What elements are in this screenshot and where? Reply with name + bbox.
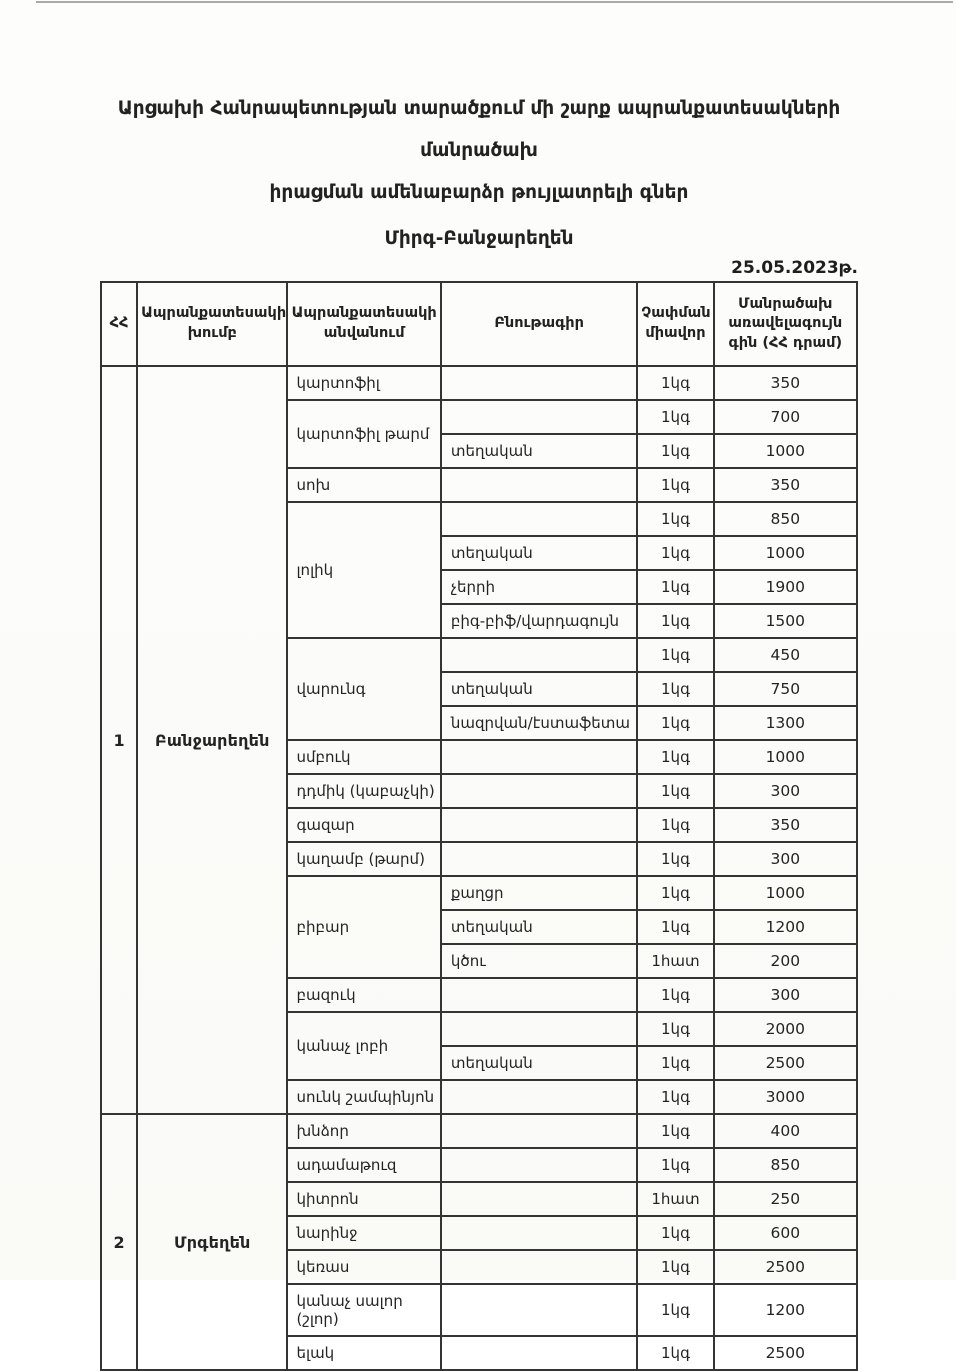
unit-cell: 1կգ (637, 366, 713, 400)
unit-cell: 1կգ (637, 1336, 713, 1370)
product-name-cell: կարտոֆիլ (287, 366, 440, 400)
group-name-cell: Մրգեղեն (137, 1114, 287, 1370)
title-line-1: Արցախի Հանրապետության տարածքում մի շարք ապրանքատեսակների մանրածախ (117, 98, 841, 161)
header-row (101, 282, 857, 366)
unit-cell: 1կգ (637, 1046, 713, 1080)
unit-cell: 1հատ (637, 944, 713, 978)
product-name-cell: սունկ շամպինյոն (287, 1080, 440, 1114)
variant-desc-cell (441, 638, 638, 672)
product-name-cell: ադամաթուզ (287, 1148, 440, 1182)
price-cell: 1000 (714, 434, 857, 468)
unit-cell: 1կգ (637, 706, 713, 740)
variant-desc-cell (441, 842, 638, 876)
header-cell-unit: Չափման միավոր (637, 282, 713, 366)
product-name-cell: վարունգ (287, 638, 440, 740)
unit-cell: 1կգ (637, 808, 713, 842)
table-row (101, 366, 857, 400)
product-name-cell: բիբար (287, 876, 440, 978)
price-cell: 2500 (714, 1046, 857, 1080)
unit-cell: 1կգ (637, 604, 713, 638)
variant-desc-cell: տեղական (441, 910, 638, 944)
variant-desc-cell (441, 400, 638, 434)
price-cell: 1900 (714, 570, 857, 604)
header-cell-description: Բնութագիր (441, 282, 638, 366)
unit-cell: 1հատ (637, 1182, 713, 1216)
variant-desc-cell (441, 1284, 638, 1336)
unit-cell: 1կգ (637, 1216, 713, 1250)
price-cell: 350 (714, 808, 857, 842)
variant-desc-cell (441, 978, 638, 1012)
document-subtitle: Միրգ-Բանջարեղեն (384, 228, 574, 249)
variant-desc-cell (441, 1114, 638, 1148)
group-number-cell: 1 (101, 366, 137, 1114)
price-cell: 1200 (714, 910, 857, 944)
product-name-cell: ելակ (287, 1336, 440, 1370)
price-cell: 350 (714, 366, 857, 400)
unit-cell: 1կգ (637, 774, 713, 808)
price-cell: 1200 (714, 1284, 857, 1336)
unit-cell: 1կգ (637, 468, 713, 502)
price-cell: 700 (714, 400, 857, 434)
variant-desc-cell: տեղական (441, 434, 638, 468)
unit-cell: 1կգ (637, 536, 713, 570)
unit-cell: 1կգ (637, 1114, 713, 1148)
price-table (100, 281, 858, 1371)
variant-desc-cell (441, 1182, 638, 1216)
price-cell: 450 (714, 638, 857, 672)
unit-cell: 1կգ (637, 842, 713, 876)
variant-desc-cell (441, 468, 638, 502)
product-name-cell: նարինջ (287, 1216, 440, 1250)
product-name-cell: կաղամբ (թարմ) (287, 842, 440, 876)
unit-cell: 1կգ (637, 740, 713, 774)
scan-artifact-line (36, 1, 953, 3)
variant-desc-cell: տեղական (441, 536, 638, 570)
variant-desc-cell (441, 774, 638, 808)
price-table-body (101, 366, 857, 1370)
price-cell: 250 (714, 1182, 857, 1216)
product-name-cell: դդմիկ (կաբաչկի) (287, 774, 440, 808)
price-cell: 850 (714, 502, 857, 536)
title-line-2: իրացման ամենաբարձր թույլատրելի գներ (269, 182, 689, 203)
unit-cell: 1կգ (637, 570, 713, 604)
unit-cell: 1կգ (637, 434, 713, 468)
variant-desc-cell: տեղական (441, 672, 638, 706)
document-title (100, 88, 858, 214)
price-cell: 2500 (714, 1336, 857, 1370)
variant-desc-cell (441, 1336, 638, 1370)
price-cell: 300 (714, 774, 857, 808)
price-cell: 300 (714, 842, 857, 876)
header-cell-name: Ապրանքատեսակի անվանում (287, 282, 440, 366)
price-table-header (101, 282, 857, 366)
unit-cell: 1կգ (637, 502, 713, 536)
group-number-cell: 2 (101, 1114, 137, 1370)
unit-cell: 1կգ (637, 876, 713, 910)
unit-cell: 1կգ (637, 672, 713, 706)
price-cell: 850 (714, 1148, 857, 1182)
price-cell: 1500 (714, 604, 857, 638)
price-cell: 1000 (714, 740, 857, 774)
unit-cell: 1կգ (637, 910, 713, 944)
price-cell: 3000 (714, 1080, 857, 1114)
variant-desc-cell (441, 808, 638, 842)
product-name-cell: սմբուկ (287, 740, 440, 774)
variant-desc-cell (441, 366, 638, 400)
unit-cell: 1կգ (637, 1080, 713, 1114)
header-cell-price: Մանրածախ առավելագույն գին (ՀՀ դրամ) (714, 282, 857, 366)
header-cell-group: Ապրանքատեսակի խումբ (137, 282, 287, 366)
variant-desc-cell (441, 1250, 638, 1284)
product-name-cell: բազուկ (287, 978, 440, 1012)
product-name-cell: կեռաս (287, 1250, 440, 1284)
unit-cell: 1կգ (637, 1250, 713, 1284)
product-name-cell: խնձոր (287, 1114, 440, 1148)
variant-desc-cell (441, 1216, 638, 1250)
price-cell: 200 (714, 944, 857, 978)
variant-desc-cell (441, 502, 638, 536)
product-name-cell: կարտոֆիլ թարմ (287, 400, 440, 468)
price-cell: 400 (714, 1114, 857, 1148)
variant-desc-cell: նազրվան/էստաֆետա (441, 706, 638, 740)
group-name-cell: Բանջարեղեն (137, 366, 287, 1114)
product-name-cell: լոլիկ (287, 502, 440, 638)
price-cell: 300 (714, 978, 857, 1012)
price-cell: 1000 (714, 876, 857, 910)
table-row (101, 1114, 857, 1148)
unit-cell: 1կգ (637, 1148, 713, 1182)
unit-cell: 1կգ (637, 1284, 713, 1336)
variant-desc-cell: քաղցր (441, 876, 638, 910)
product-name-cell: կանաչ լոբի (287, 1012, 440, 1080)
product-name-cell: գազար (287, 808, 440, 842)
unit-cell: 1կգ (637, 638, 713, 672)
header-cell-number: ՀՀ (101, 282, 137, 366)
product-name-cell: սոխ (287, 468, 440, 502)
price-cell: 2500 (714, 1250, 857, 1284)
variant-desc-cell (441, 1012, 638, 1046)
variant-desc-cell (441, 1148, 638, 1182)
price-cell: 350 (714, 468, 857, 502)
product-name-cell: կիտրոն (287, 1182, 440, 1216)
unit-cell: 1կգ (637, 1012, 713, 1046)
variant-desc-cell (441, 1080, 638, 1114)
variant-desc-cell (441, 740, 638, 774)
price-cell: 1300 (714, 706, 857, 740)
unit-cell: 1կգ (637, 400, 713, 434)
price-cell: 750 (714, 672, 857, 706)
price-cell: 600 (714, 1216, 857, 1250)
variant-desc-cell: չերրի (441, 570, 638, 604)
document-date: 25.05.2023թ. (731, 258, 858, 278)
product-name-cell: կանաչ սալոր (շլոր) (287, 1284, 440, 1336)
variant-desc-cell: կծու (441, 944, 638, 978)
variant-desc-cell: տեղական (441, 1046, 638, 1080)
variant-desc-cell: բիգ-բիֆ/վարդագույն (441, 604, 638, 638)
price-cell: 2000 (714, 1012, 857, 1046)
price-cell: 1000 (714, 536, 857, 570)
unit-cell: 1կգ (637, 978, 713, 1012)
